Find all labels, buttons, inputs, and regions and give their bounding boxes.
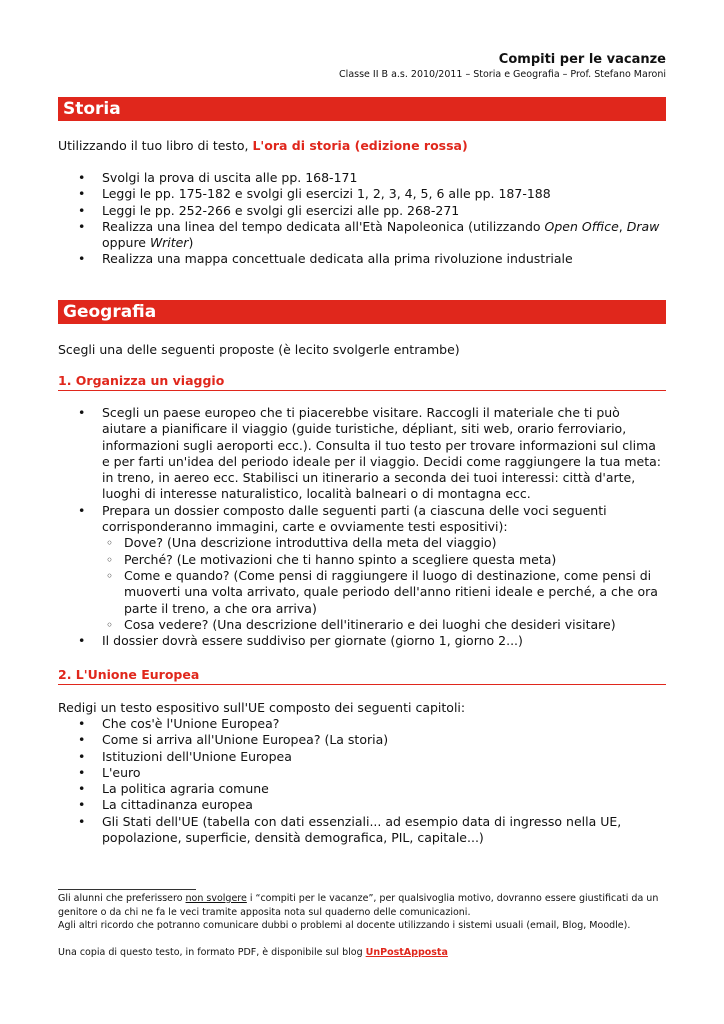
part2-list [58, 716, 666, 846]
footer-note [58, 892, 666, 933]
item-text: , [618, 218, 627, 234]
app-name: Draw [626, 218, 660, 234]
document-title: Compiti per le vacanze [498, 52, 666, 67]
book-title: L'ora di storia (edizione rossa) [252, 138, 468, 153]
list-item: • La politica agraria comune [58, 781, 666, 797]
sub-list-item: ◦ Perché? (Le motivazioni che ti hanno spinto a scegliere questa meta) [102, 552, 666, 568]
part2-intro: Redigi un testo espositivo sull'UE composto dei seguenti capitoli: [58, 700, 466, 715]
sub-list-item: ◦ Dove? (Una descrizione introduttiva della meta del viaggio) [102, 535, 666, 551]
footer-underlined: non svolgere [185, 893, 247, 904]
list-item: • Realizza una mappa concettuale dedicata alla prima rivoluzione industriale [58, 251, 666, 267]
item-text: Realizza una linea del tempo dedicata all'Età Napoleonica (utilizzando [102, 218, 545, 234]
list-item: • Svolgi la prova di uscita alle pp. 168-171 [58, 170, 666, 186]
sub-list-item: ◦ Come e quando? (Come pensi di raggiungere il luogo di destinazione, come pensi di muoverti una volta arrivato, quale periodo dell'anno ritieni ideale e perché, a che ora parte il treno, a che ora arriva) [102, 568, 666, 617]
list-item: • Istituzioni dell'Unione Europea [58, 749, 666, 765]
list-item: • L'euro [58, 765, 666, 781]
list-item: • Che cos'è l'Unione Europea? [58, 716, 666, 732]
list-item [58, 503, 666, 633]
storia-intro [58, 138, 468, 154]
geografia-intro: Scegli una delle seguenti proposte (è lecito svolgerle entrambe) [58, 342, 460, 357]
list-item: • Leggi le pp. 252-266 e svolgi gli esercizi alle pp. 268-271 [58, 203, 666, 219]
app-name: Open Office [544, 218, 619, 234]
blog-link[interactable]: UnPostApposta [365, 947, 448, 958]
footer-divider [58, 889, 196, 890]
dossier-sublist [102, 535, 666, 633]
item-text: Prepara un dossier composto dalle seguenti parti (a ciascuna delle voci seguenti corrisponderanno immagini, carte e ovviamente testi espositivi): [102, 502, 607, 535]
part1-title: 1. Organizza un viaggio [58, 373, 666, 391]
storia-intro-text: Utilizzando il tuo libro di testo, [58, 138, 253, 153]
part1-list [58, 405, 666, 649]
list-item: • Gli Stati dell'UE (tabella con dati essenziali... ad esempio data di ingresso nella UE, popolazione, superficie, densità demografica, PIL, capitale...) [58, 814, 666, 847]
document-subtitle: Classe II B a.s. 2010/2011 – Storia e Geografia – Prof. Stefano Maroni [339, 69, 666, 80]
list-item: • Il dossier dovrà essere suddiviso per giornate (giorno 1, giorno 2...) [58, 633, 666, 649]
storia-heading: Storia [58, 97, 666, 121]
list-item: • Come si arriva all'Unione Europea? (La storia) [58, 732, 666, 748]
item-text: oppure [102, 235, 150, 251]
list-item [58, 219, 666, 252]
footer-copy [58, 946, 666, 960]
list-item: • Leggi le pp. 175-182 e svolgi gli esercizi 1, 2, 3, 4, 5, 6 alle pp. 187-188 [58, 186, 666, 202]
footer-text: Agli altri ricordo che potranno comunicare dubbi o problemi al docente utilizzando i sistemi usuali (email, Blog, Moodle). [58, 920, 631, 931]
footer-text: Una copia di questo testo, in formato PDF, è disponibile sul blog [58, 947, 366, 958]
app-name: Writer [149, 235, 189, 251]
sub-list-item: ◦ Cosa vedere? (Una descrizione dell'itinerario e dei luoghi che desideri visitare) [102, 617, 666, 633]
footer-text: Gli alunni che preferissero [58, 893, 186, 904]
list-item: • La cittadinanza europea [58, 797, 666, 813]
list-item: • Scegli un paese europeo che ti piacerebbe visitare. Raccogli il materiale che ti può aiutare a pianificare il viaggio (guide turistiche, dépliant, siti web, orario ferroviario, informazioni sugli aeroporti ecc.). Consulta il tuo testo per trovare informazioni sul clima e per farti un'idea del periodo ideale per il viaggio. Decidi come raggiungere la tua meta: in treno, in aereo ecc. Stabilisci un itinerario a seconda dei tuoi interessi: città d'arte, luoghi di interesse naturalistico, località balneari o di montagna ecc. [58, 405, 666, 503]
part2-title: 2. L'Unione Europea [58, 667, 666, 685]
storia-list [58, 170, 666, 268]
footer-text: i “compiti per le vacanze”, per qualsivoglia motivo, dovranno essere giustificati da un genitore o da chi ne fa le veci tramite apposita nota sul quaderno delle comunicazioni. [58, 893, 659, 918]
geografia-heading: Geografia [58, 300, 666, 324]
item-text: ) [188, 235, 194, 251]
